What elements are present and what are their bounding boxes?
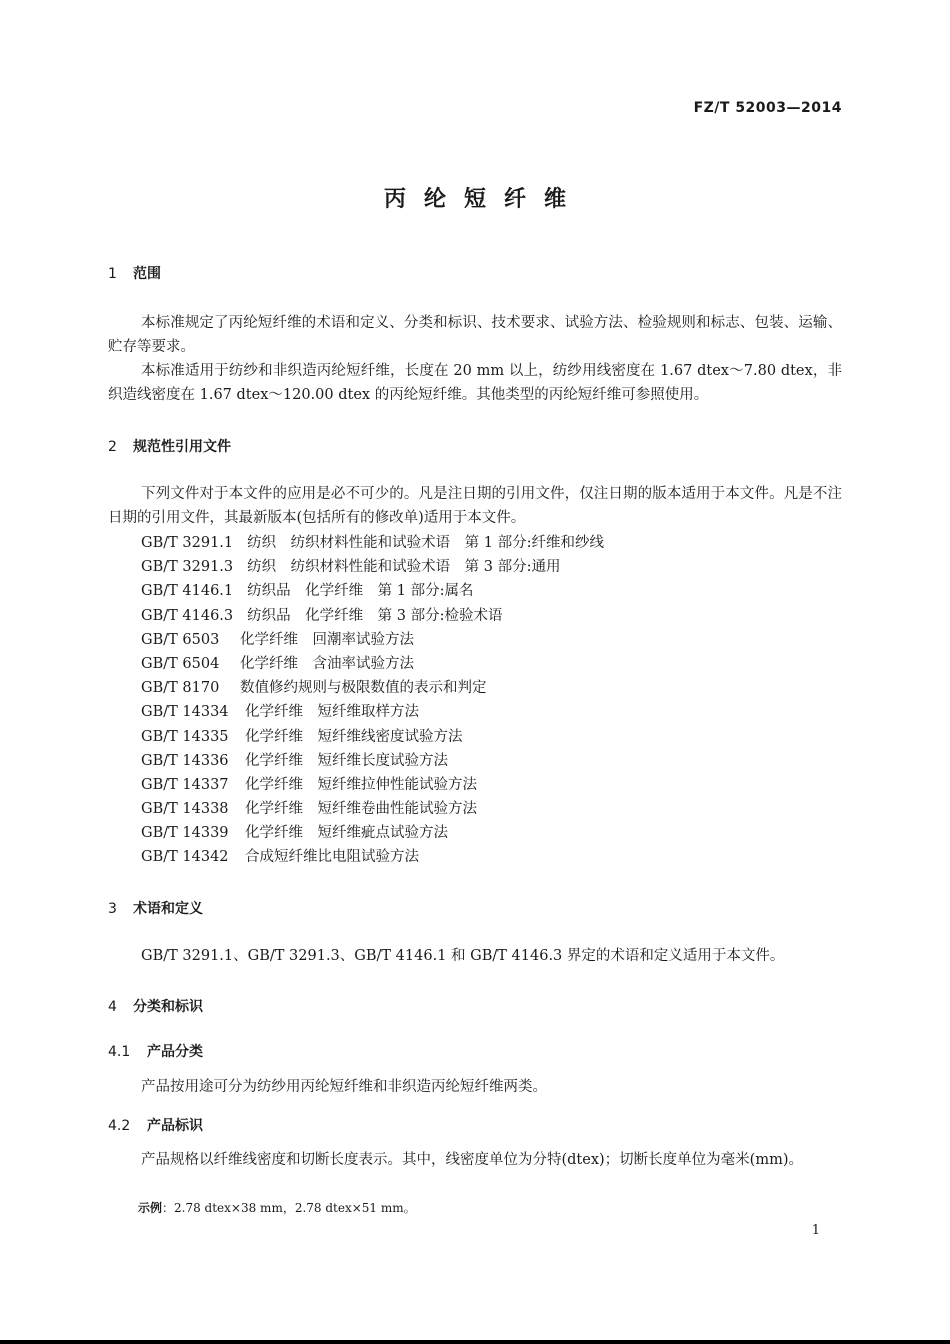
reference-title: 纺织 纺织材料性能和试验术语 第 1 部分:纤维和纱线	[247, 535, 604, 551]
section-4-1-heading	[108, 1041, 203, 1061]
section-2-heading	[108, 436, 231, 456]
reference-item	[141, 700, 604, 724]
section-title: 产品分类	[147, 1044, 203, 1060]
section-title: 产品标识	[147, 1118, 203, 1134]
section-number: 1	[108, 266, 117, 282]
reference-item	[141, 797, 604, 821]
reference-item	[141, 845, 604, 869]
section-title: 规范性引用文件	[133, 439, 231, 455]
reference-title: 化学纤维 短纤维线密度试验方法	[245, 728, 463, 745]
reference-item	[141, 821, 604, 845]
reference-item	[141, 773, 604, 797]
references-intro: 下列文件对于本文件的应用是必不可少的。凡是注日期的引用文件，仅注日期的版本适用于本文件。凡是不注日期的引用文件，其最新版本(包括所有的修改单)适用于本文件。	[108, 486, 842, 526]
scope-paragraph-1: 本标准规定了丙纶短纤维的术语和定义、分类和标识、技术要求、试验方法、检验规则和标志、包装、运输、贮存等要求。	[108, 315, 842, 355]
reference-item	[141, 531, 604, 555]
example-text: ：2.78 dtex×38 mm，2.78 dtex×51 mm。	[162, 1201, 416, 1215]
standard-code: FZ/T 52003—2014	[693, 100, 842, 116]
section-number: 4.2	[108, 1118, 131, 1134]
section-title: 范围	[133, 266, 161, 282]
reference-item	[141, 579, 604, 603]
reference-item	[141, 628, 604, 652]
example-line	[138, 1199, 416, 1216]
section-3-heading	[108, 898, 203, 918]
reference-item	[141, 749, 604, 773]
reference-title: 化学纤维 短纤维拉伸性能试验方法	[245, 776, 477, 793]
section-number: 4.1	[108, 1044, 131, 1060]
section-number: 4	[108, 999, 117, 1015]
section-1-heading	[108, 263, 161, 283]
reference-code: GB/T 14334	[141, 704, 229, 721]
section-title: 术语和定义	[133, 901, 203, 917]
bottom-divider	[0, 1340, 950, 1344]
reference-code: GB/T 14337	[141, 776, 229, 793]
reference-title: 纺织品 化学纤维 第 3 部分:检验术语	[247, 607, 503, 624]
reference-code: GB/T 6503	[141, 631, 220, 648]
reference-title: 化学纤维 短纤维长度试验方法	[245, 752, 448, 769]
reference-code: GB/T 4146.3	[141, 607, 234, 624]
reference-code: GB/T 14335	[141, 728, 229, 745]
scope-paragraph-2: 本标准适用于纺纱和非织造丙纶短纤维，长度在 20 mm 以上，纺纱用线密度在 1.67 dtex～7.80 dtex，非织造线密度在 1.67 dtex～120.00 dtex 的丙纶短纤维。其他类型的丙纶短纤维可参照使用。	[108, 363, 842, 403]
classification-paragraph: 产品按用途可分为纺纱用丙纶短纤维和非织造丙纶短纤维两类。	[141, 1079, 547, 1095]
reference-item	[141, 555, 604, 579]
reference-code: GB/T 4146.1	[141, 583, 234, 600]
section-title: 分类和标识	[133, 999, 203, 1015]
section-number: 2	[108, 439, 117, 455]
reference-code: GB/T 14339	[141, 825, 229, 842]
section-number: 3	[108, 901, 117, 917]
reference-code: GB/T 3291.1	[141, 535, 234, 551]
reference-code: GB/T 3291.3	[141, 559, 234, 576]
reference-title: 化学纤维 短纤维取样方法	[245, 704, 419, 721]
section-4-2-heading	[108, 1115, 203, 1135]
reference-title: 化学纤维 短纤维疵点试验方法	[245, 825, 448, 842]
reference-title: 合成短纤维比电阻试验方法	[245, 849, 419, 866]
reference-title: 化学纤维 含油率试验方法	[240, 655, 414, 672]
reference-title: 数值修约规则与极限数值的表示和判定	[240, 680, 487, 697]
terms-paragraph: GB/T 3291.1、GB/T 3291.3、GB/T 4146.1 和 GB/T 4146.3 界定的术语和定义适用于本文件。	[141, 948, 785, 964]
reference-code: GB/T 14342	[141, 849, 229, 866]
document-title: 丙纶短纤维	[383, 187, 584, 212]
reference-code: GB/T 8170	[141, 680, 220, 697]
example-label: 示例	[138, 1201, 163, 1215]
reference-title: 化学纤维 回潮率试验方法	[240, 631, 414, 648]
reference-item	[141, 652, 604, 676]
reference-title: 纺织品 化学纤维 第 1 部分:属名	[247, 583, 474, 600]
reference-code: GB/T 14336	[141, 752, 229, 769]
identification-paragraph: 产品规格以纤维线密度和切断长度表示。其中，线密度单位为分特(dtex)；切断长度单位为毫米(mm)。	[141, 1152, 803, 1168]
reference-title: 纺织 纺织材料性能和试验术语 第 3 部分:通用	[247, 559, 561, 576]
reference-item	[141, 604, 604, 628]
section-4-heading	[108, 996, 203, 1016]
reference-item	[141, 676, 604, 700]
reference-code: GB/T 6504	[141, 655, 220, 672]
reference-item	[141, 725, 604, 749]
reference-title: 化学纤维 短纤维卷曲性能试验方法	[245, 801, 477, 818]
page-number: 1	[811, 1223, 820, 1238]
reference-list	[141, 531, 604, 870]
reference-code: GB/T 14338	[141, 801, 229, 818]
